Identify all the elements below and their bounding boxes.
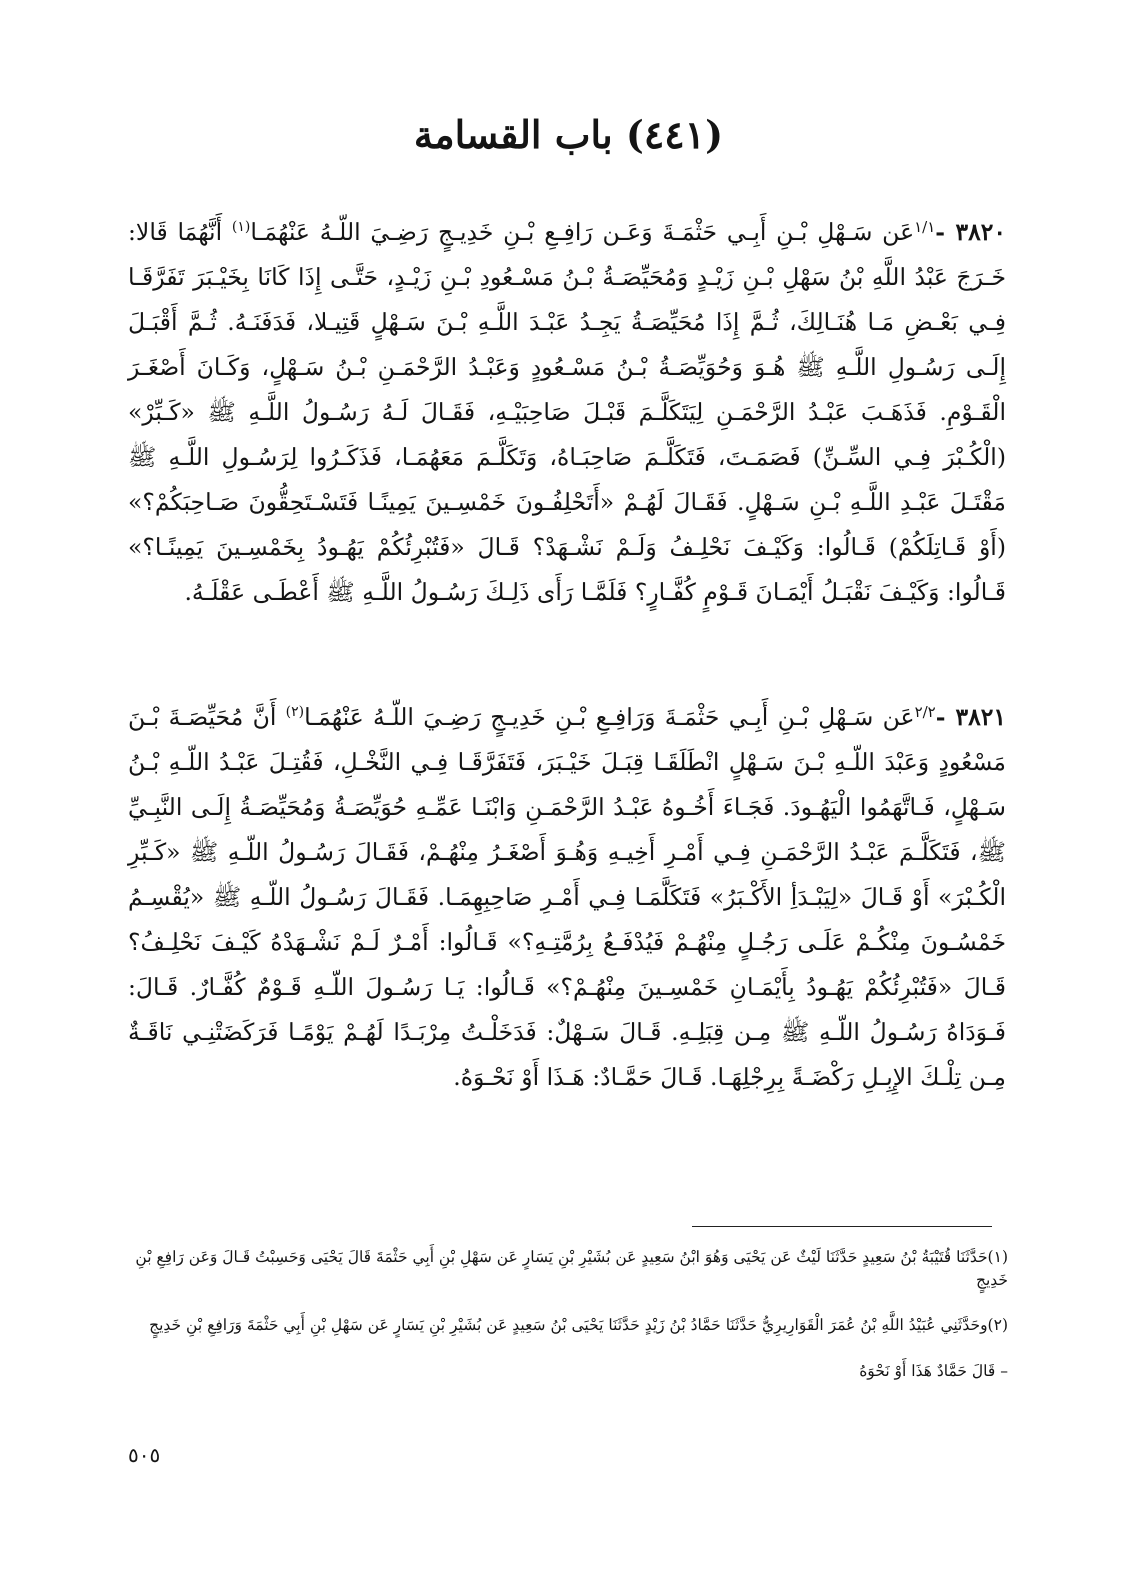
hadith-subnumber: ١/١ [914, 218, 936, 236]
footnote-ref[interactable]: (٢) [285, 704, 305, 720]
footnote-2: (٢)وحَدَّثَنِي عُبَيْدُ اللَّهِ بْنُ عُمَرَ الْقَوَارِيرِيُّ حَدَّثَنَا حَمَّادُ بْنُ زَيْدٍ حَدَّثَنَا يَحْيَى بْنُ سَعِيدٍ عَن بُشَيْرِ بْنِ يَسَارٍ عَن سَهْلِ بْنِ أَبِي حَثْمَةَ وَرَافِعِ بْنِ خَدِيجٍ [149, 1316, 1008, 1334]
footnote-divider [692, 1226, 992, 1227]
hadith-3820 [128, 205, 1006, 615]
hadith-number: ٣٨٢١ - [935, 702, 1006, 731]
hadith-text: عَن سَـهْلِ بْـنِ أَبِـي حَثْمَـةَ وَعَـن رَافِـعِ بْـنِ خَدِيـجٍ رَضِـيَ اللّـهُ عَنْهُمَـا [250, 217, 915, 246]
hadith-subnumber: ٢/٢ [914, 703, 936, 721]
chapter-title: (٤٤١) باب القسامة [413, 112, 724, 157]
hadith-text: عَن سَـهْلِ بْـنِ أَبِـي حَثْمَـةَ وَرَافِـعِ بْـنِ خَدِيـجٍ رَضِـيَ اللّـهُ عَنْهُمَـا [304, 702, 915, 731]
footnote-ref[interactable]: (١) [231, 219, 251, 235]
page-number: ٥٠٥ [128, 1443, 161, 1467]
hadith-number: ٣٨٢٠ - [935, 217, 1006, 246]
footnote-1: (١)حَدَّثَنَا قُتَيْبَةُ بْنُ سَعِيدٍ حَدَّثَنَا لَيْثٌ عَن يَحْيَى وَهُوَ ابْنُ سَعِيدٍ عَن بُشَيْرِ بْنِ يَسَارٍ عَن سَهْلِ بْنِ أَبِي حَثْمَةَ قَالَ يَحْيَى وَحَسِبْتُ قَـالَ وَعَن رَافِعِ بْنِ خَدِيجٍ [135, 1248, 1008, 1289]
hadith-text: أَنَّ مُحَيِّصَـةَ بْـنَ مَسْعُودٍ وَعَبْدَ اللّـهِ بْـنَ سَـهْلٍ انْطَلَقَـا قِبَـلَ خَيْـبَرَ، فَتَفَرَّقَـا فِـي النَّخْـلِ، فَقُتِـلَ عَبْـدُ اللّـهِ بْـنُ سَـهْلٍ، فَـاتَّهَمُوا الْيَهُـودَ. فَجَـاءَ أَخُـوهُ عَبْـدُ الرَّحْمَـنِ وَابْنَـا عَمِّـهِ حُوَيِّصَـةُ وَمُحَيِّصَـةُ إِلَـى النَّبِـيِّ ﷺ، فَتَكَلَّـمَ عَبْـدُ الرَّحْمَـنِ فِـي أَمْـرِ أَخِيـهِ وَهُـوَ أَصْغَـرُ مِنْهُـمْ، فَقَـالَ رَسُـولُ اللّـهِ ﷺ «كَـبِّرِ الْكُـبْرَ» أَوْ قَـالَ «لِيَبْـدَأِ الأَكْـبَرُ» فَتَكَلَّمَـا فِـي أَمْـرِ صَاحِبِهِمَـا. فَقَـالَ رَسُـولُ اللّـهِ ﷺ «يُقْسِـمُ خَمْسُـونَ مِنْكُـمْ عَلَـى رَجُـلٍ مِنْهُـمْ فَيُدْفَـعُ بِرُمَّتِـهِ؟» قَـالُوا: أَمْـرٌ لَـمْ نَشْـهَدْهُ كَيْـفَ نَحْلِـفُ؟ قَـالَ «فَتُبْرِئُكُمْ يَهُـودُ بِأَيْمَـانِ خَمْسِـينَ مِنْهُـمْ؟» قَـالُوا: يَـا رَسُـولَ اللّـهِ قَـوْمٌ كُفَّـارٌ. قَـالَ: فَـوَدَاهُ رَسُـولُ اللّـهِ ﷺ مِـن قِبَلِـهِ. قَـالَ سَـهْلٌ: فَدَخَلْـتُ مِرْبَـدًا لَهُـمْ يَوْمًـا فَرَكَضَتْنِـي نَاقَـةٌ مِـن تِلْـكَ الإِبِـلِ رَكْضَـةً بِرِجْلِهَـا. قَـالَ حَمَّـادٌ: هَـذَا أَوْ نَحْـوَهُ. [128, 702, 1006, 1091]
hadith-3821 [128, 690, 1006, 1100]
footnote-2-note: – قَالَ حَمَّادٌ هَذَا أَوْ نَحْوَهُ [859, 1362, 1008, 1380]
hadith-text: أَنَّهُمَا قَالا: خَـرَجَ عَبْدُ اللَّهِ بْنُ سَهْلِ بْـنِ زَيْـدٍ وَمُحَيِّصَـةُ بْـنُ مَسْـعُودِ بْـنِ زَيْـدٍ، حَتَّـى إِذَا كَانَا بِخَيْـبَرَ تَفَرَّقَـا فِـي بَعْـضِ مَـا هُنَـالِكَ، ثُـمَّ إِذَا مُحَيِّصَـةُ يَجِـدُ عَبْـدَ اللَّـهِ بْـنَ سَـهْلٍ قَتِيـلا، فَدَفَنَـهُ. ثُـمَّ أَقْبَـلَ إِلَـى رَسُـولِ اللَّـهِ ﷺ هُـوَ وَحُوَيِّصَـةُ بْـنُ مَسْـعُودٍ وَعَبْـدُ الرَّحْمَـنِ بْـنُ سَـهْلٍ، وَكَـانَ أَصْغَـرَ الْقَـوْمِ. فَذَهَـبَ عَبْـدُ الرَّحْمَـنِ لِيَتَكَلَّـمَ قَبْـلَ صَاحِبَيْـهِ، فَقَـالَ لَـهُ رَسُـولُ اللَّـهِ ﷺ «كَـبِّرْ» (الْكُـبْرَ فِـي السِّـنِّ) فَصَمَـتَ، فَتَكَلَّـمَ صَاحِبَـاهُ، وَتَكَلَّـمَ مَعَهُمَـا، فَذَكَـرُوا لِرَسُـولِ اللَّـهِ ﷺ مَقْتَـلَ عَبْـدِ اللَّـهِ بْـنِ سَـهْلٍ. فَقَـالَ لَهُـمْ «أَتَحْلِفُـونَ خَمْسِـينَ يَمِينًـا فَتَسْـتَحِقُّونَ صَـاحِبَكُمْ؟» (أَوْ قَـاتِلَكُمْ) قَـالُوا: وَكَيْـفَ نَحْلِـفُ وَلَـمْ نَشْـهَدْ؟ قَـالَ «فَتُبْرِئُكُمْ يَهُـودُ بِخَمْسِـينَ يَمِينًـا؟» قَـالُوا: وَكَيْـفَ نَقْبَـلُ أَيْمَـانَ قَـوْمٍ كُفَّـارٍ؟ فَلَمَّـا رَأَى ذَلِـكَ رَسُـولُ اللَّـهِ ﷺ أَعْطَـى عَقْلَـهُ. [128, 217, 1006, 606]
